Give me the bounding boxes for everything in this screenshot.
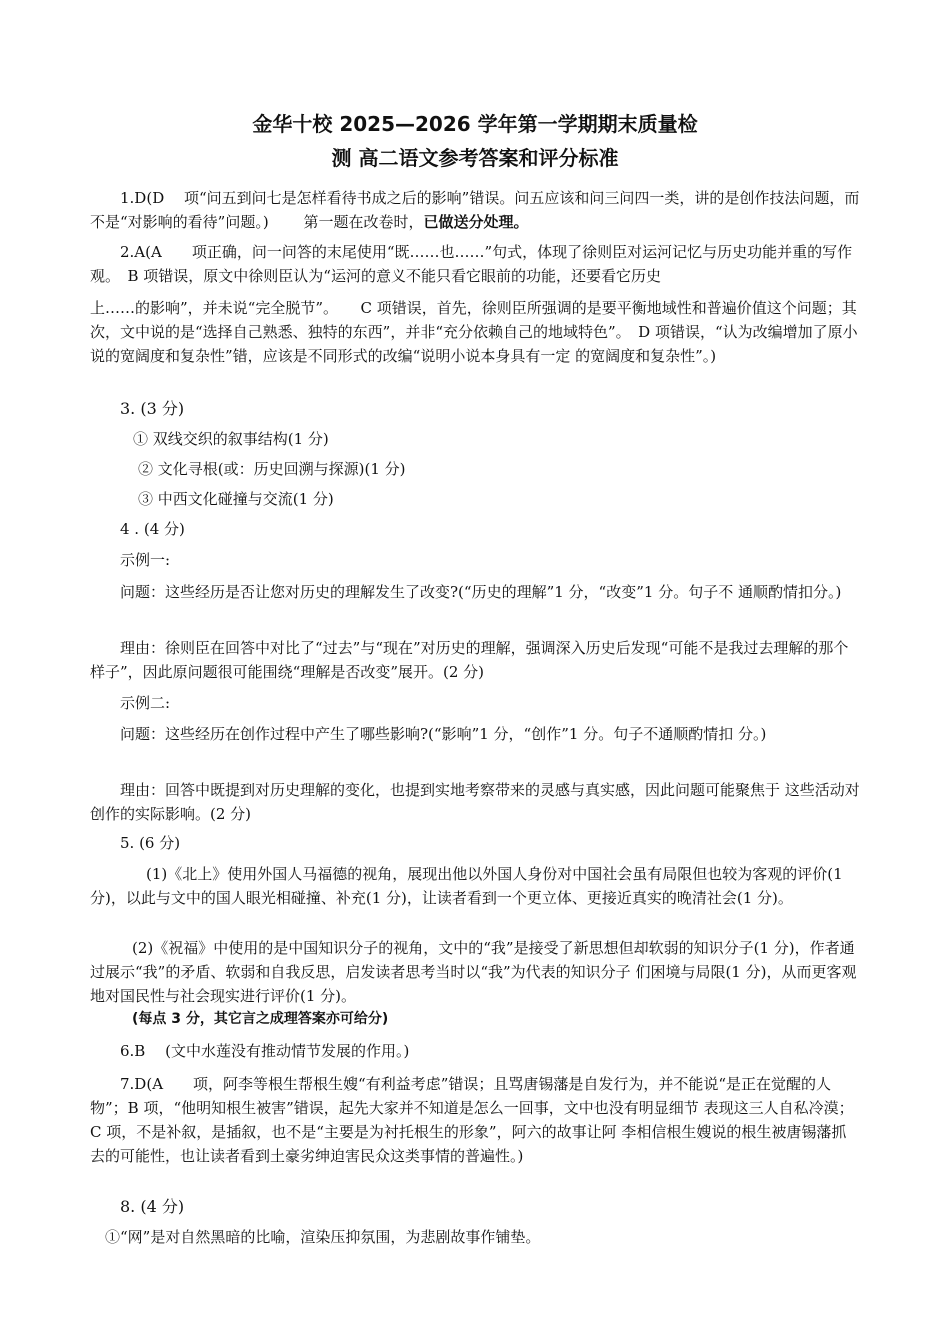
- q4-example1-question: 问题：这些经历是否让您对历史的理解发生了改变?(“历史的理解”1 分，“改变”1 分。句子不 通顺酌情扣分。): [120, 583, 842, 601]
- q5-point-1: (1)《北上》使用外国人马福德的视角，展现出他以外国人身份对中国社会虽有局限但也较为客观的评价(1 分)，以此与文中的国人眼光相碰撞、补充(1 分)，让读者看到一个更立体、更接近真实的晚清社会(1 分)。: [90, 865, 843, 907]
- answer-q2-line2: 上……的影响”，并未说“完全脱节”。 C 项错误，首先，徐则臣所强调的是要平衡地域性和普遍价值这个问题；其次，文中说的是“选择自己熟悉、独特的东西”，并非“充分依赖自己的地域特色”。 D 项错误，“认为改编增加了原小说的宽阔度和复杂性”错，应该是不同形式的改编“说明小说本身具有一定 的宽阔度和复杂性”。): [90, 299, 858, 365]
- answer-q7: 7.D(A 项，阿李等根生帮根生嫂“有利益考虑”错误；且骂唐锡藩是自发行为，并不能说“是正在觉醒的人物”；B 项，“他明知根生被害”错误，起先大家并不知道是怎么一回事，文中也没有明显细节 表现这三人自私冷漠；C 项，不是补叙，是插叙，也不是“主要是为衬托根生的形象”，阿六的故事让阿 李相信根生嫂说的根生被唐锡藩抓去的可能性，也让读者看到土豪劣绅迫害民众这类事情的普遍性。): [90, 1075, 854, 1165]
- q3-item-2: ② 文化寻根(或：历史回溯与探源)(1 分): [138, 460, 406, 478]
- answer-q1: [90, 186, 860, 234]
- q4-example1-reason: 理由：徐则臣在回答中对比了“过去”与“现在”对历史的理解，强调深入历史后发现“可能不是我过去理解的那个样子”，因此原问题很可能围绕“理解是否改变”展开。(2 分): [90, 639, 849, 681]
- q3-item-3: ③ 中西文化碰撞与交流(1 分): [138, 490, 334, 508]
- q5-heading: 5. (6 分): [120, 834, 181, 852]
- q5-scoring-note: (每点 3 分，其它言之成理答案亦可给分): [132, 1011, 389, 1027]
- q8-heading: 8. (4 分): [120, 1197, 185, 1216]
- q5-point-2: (2)《祝福》中使用的是中国知识分子的视角，文中的“我”是接受了新思想但却软弱的知识分子(1 分)，作者通过展示“我”的矛盾、软弱和自我反思，启发读者思考当时以“我”为代表的知识分子 们困境与局限(1 分)，从而更客观地对国民性与社会现实进行评价(1 分)。: [90, 939, 857, 1005]
- q4-example2-reason: 理由：回答中既提到对历史理解的变化，也提到实地考察带来的灵感与真实感，因此问题可能聚焦于 这些活动对创作的实际影响。(2 分): [90, 781, 860, 823]
- q4-example1-label: 示例一:: [120, 551, 171, 569]
- q8-item-1: ①“网”是对自然黑暗的比喻，渲染压抑氛围，为悲剧故事作铺垫。: [105, 1228, 541, 1246]
- q4-example2-label: 示例二:: [120, 694, 171, 712]
- q4-example2-question: 问题：这些经历在创作过程中产生了哪些影响?(“影响”1 分，“创作”1 分。句子不通顺酌情扣 分。): [120, 725, 767, 743]
- q3-item-1: ① 双线交织的叙事结构(1 分): [133, 430, 329, 448]
- q3-heading: 3. (3 分): [120, 399, 185, 418]
- q4-heading: 4 . (4 分): [120, 520, 185, 538]
- answer-q1-bold-note: 已做送分处理。: [423, 213, 529, 231]
- document-title-line1: 金华十校 2025—2026 学年第一学期期末质量检: [252, 112, 698, 136]
- answer-q1-text: 1.D(D 项“问五到问七是怎样看待书成之后的影响”错误。问五应该和问三问四一类，讲的是创作技法问题，而不是“对影响的看待”问题。) 第一题在改卷时，: [90, 189, 860, 231]
- answer-q6: 6.B (文中水莲没有推动情节发展的作用。): [120, 1042, 410, 1060]
- document-title-line2: 测 高二语文参考答案和评分标准: [331, 146, 619, 170]
- answer-q2-line1: 2.A(A 项正确，问一问答的末尾使用“既……也……”句式，体现了徐则臣对运河记忆与历史功能并重的写作观。 B 项错误，原文中徐则臣认为“运河的意义不能只看它眼前的功能，还要看它历史: [90, 243, 853, 285]
